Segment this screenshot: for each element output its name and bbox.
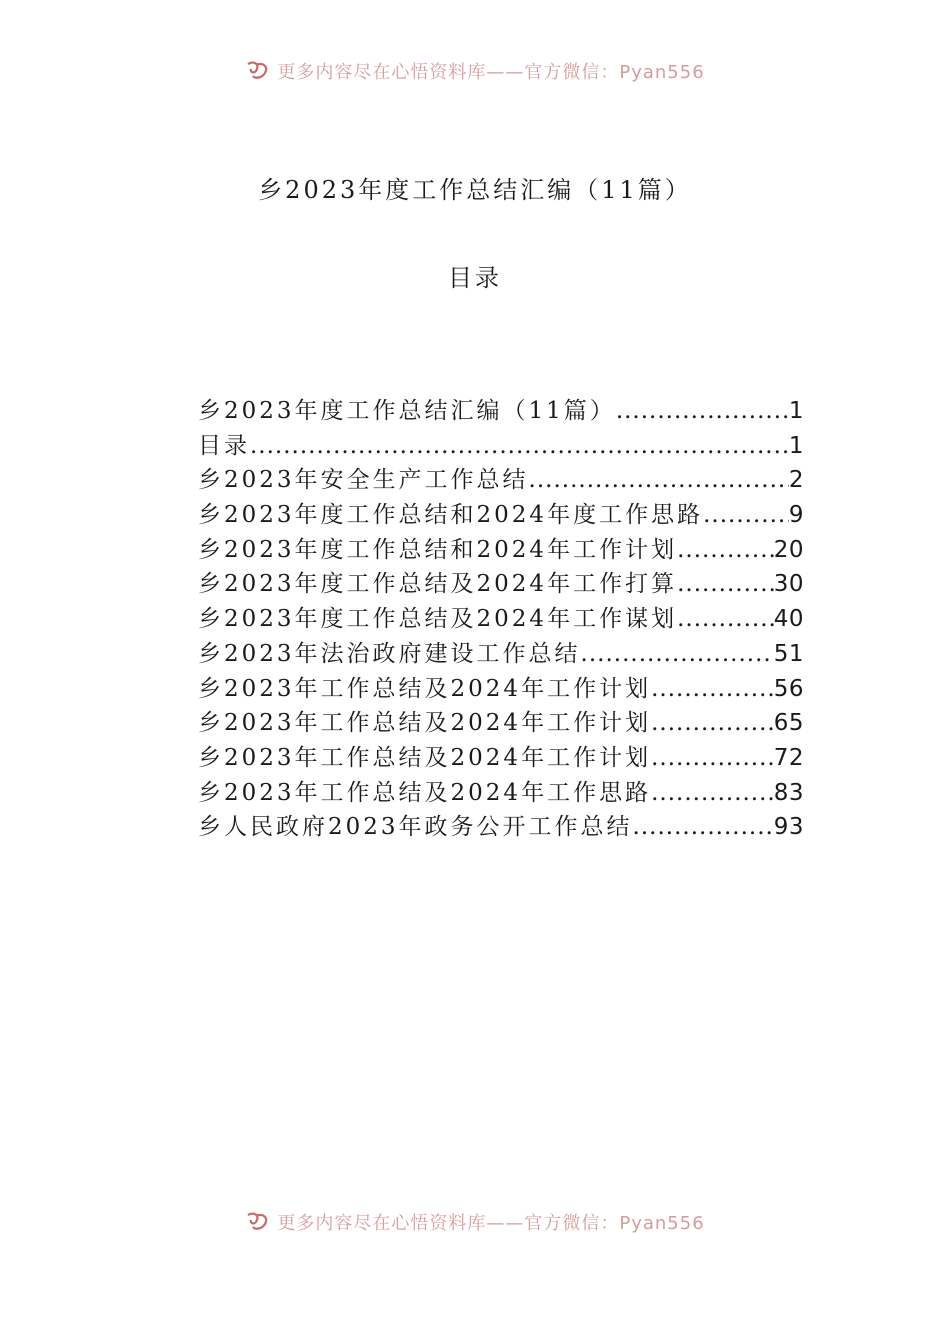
toc-entry-page-number: 20 xyxy=(773,536,804,563)
toc-entry[interactable] xyxy=(198,461,804,496)
toc-entry-label: 乡2023年工作总结及2024年工作计划 xyxy=(198,675,652,702)
toc-dot-leader xyxy=(651,710,774,736)
header-watermark xyxy=(0,56,950,86)
toc-entry-page-number: 40 xyxy=(773,606,804,633)
toc-entry-label: 乡2023年工作总结及2024年工作计划 xyxy=(198,710,652,737)
toc-entry-page-number: 56 xyxy=(773,675,804,702)
watermark-text: 更多内容尽在心悟资料库——官方微信：Pyan556 xyxy=(277,1213,705,1234)
table-of-contents xyxy=(198,392,804,843)
toc-entry-label: 乡人民政府2023年政务公开工作总结 xyxy=(198,814,633,841)
toc-dot-leader xyxy=(677,606,774,632)
watermark-logo-icon xyxy=(245,1211,271,1233)
toc-dot-leader xyxy=(581,641,774,667)
toc-entry[interactable] xyxy=(198,704,804,739)
toc-entry[interactable] xyxy=(198,808,804,843)
toc-dot-leader xyxy=(677,571,774,597)
toc-entry-page-number: 93 xyxy=(773,814,804,841)
toc-entry[interactable] xyxy=(198,670,804,705)
toc-entry[interactable] xyxy=(198,496,804,531)
toc-dot-leader xyxy=(677,537,774,563)
toc-entry-label: 乡2023年工作总结及2024年工作思路 xyxy=(198,779,652,806)
toc-entry[interactable] xyxy=(198,427,804,462)
toc-entry-label: 目录 xyxy=(198,432,250,459)
toc-entry[interactable] xyxy=(198,565,804,600)
toc-entry-label: 乡2023年法治政府建设工作总结 xyxy=(198,640,581,667)
toc-entry-page-number: 1 xyxy=(788,398,804,424)
toc-entry-page-number: 72 xyxy=(773,744,804,771)
toc-entry-page-number: 1 xyxy=(788,432,804,459)
toc-dot-leader xyxy=(651,745,774,771)
watermark-text: 更多内容尽在心悟资料库——官方微信：Pyan556 xyxy=(277,62,705,83)
toc-entry-page-number: 9 xyxy=(788,502,804,529)
toc-dot-leader xyxy=(250,433,789,459)
toc-entry-label: 乡2023年工作总结及2024年工作计划 xyxy=(198,744,652,771)
footer-watermark xyxy=(0,1207,950,1237)
document-title: 乡2023年度工作总结汇编（11篇） xyxy=(258,176,692,204)
toc-entry-label: 乡2023年度工作总结及2024年工作谋划 xyxy=(198,606,678,633)
watermark-logo-icon xyxy=(245,60,271,82)
toc-dot-leader xyxy=(616,398,789,424)
toc-dot-leader xyxy=(633,814,774,840)
toc-entry[interactable] xyxy=(198,600,804,635)
toc-dot-leader xyxy=(651,780,774,806)
toc-entry[interactable] xyxy=(198,392,804,427)
toc-entry-label: 乡2023年度工作总结及2024年工作打算 xyxy=(198,571,678,598)
toc-entry-page-number: 65 xyxy=(773,710,804,737)
toc-entry-page-number: 2 xyxy=(788,467,804,494)
toc-entry-page-number: 83 xyxy=(773,779,804,806)
toc-entry-label: 乡2023年度工作总结和2024年度工作思路 xyxy=(198,502,704,529)
toc-entry-label: 乡2023年度工作总结汇编（11篇） xyxy=(198,398,616,424)
toc-dot-leader xyxy=(651,676,774,702)
toc-entry[interactable] xyxy=(198,635,804,670)
toc-entry-label: 乡2023年安全生产工作总结 xyxy=(198,467,529,494)
toc-entry-label: 乡2023年度工作总结和2024年工作计划 xyxy=(198,536,678,563)
toc-dot-leader xyxy=(703,502,789,528)
toc-dot-leader xyxy=(529,467,789,493)
toc-heading: 目录 xyxy=(448,264,502,292)
toc-entry-page-number: 51 xyxy=(773,640,804,667)
toc-entry-page-number: 30 xyxy=(773,571,804,598)
toc-entry[interactable] xyxy=(198,531,804,566)
toc-entry[interactable] xyxy=(198,739,804,774)
toc-entry[interactable] xyxy=(198,774,804,809)
